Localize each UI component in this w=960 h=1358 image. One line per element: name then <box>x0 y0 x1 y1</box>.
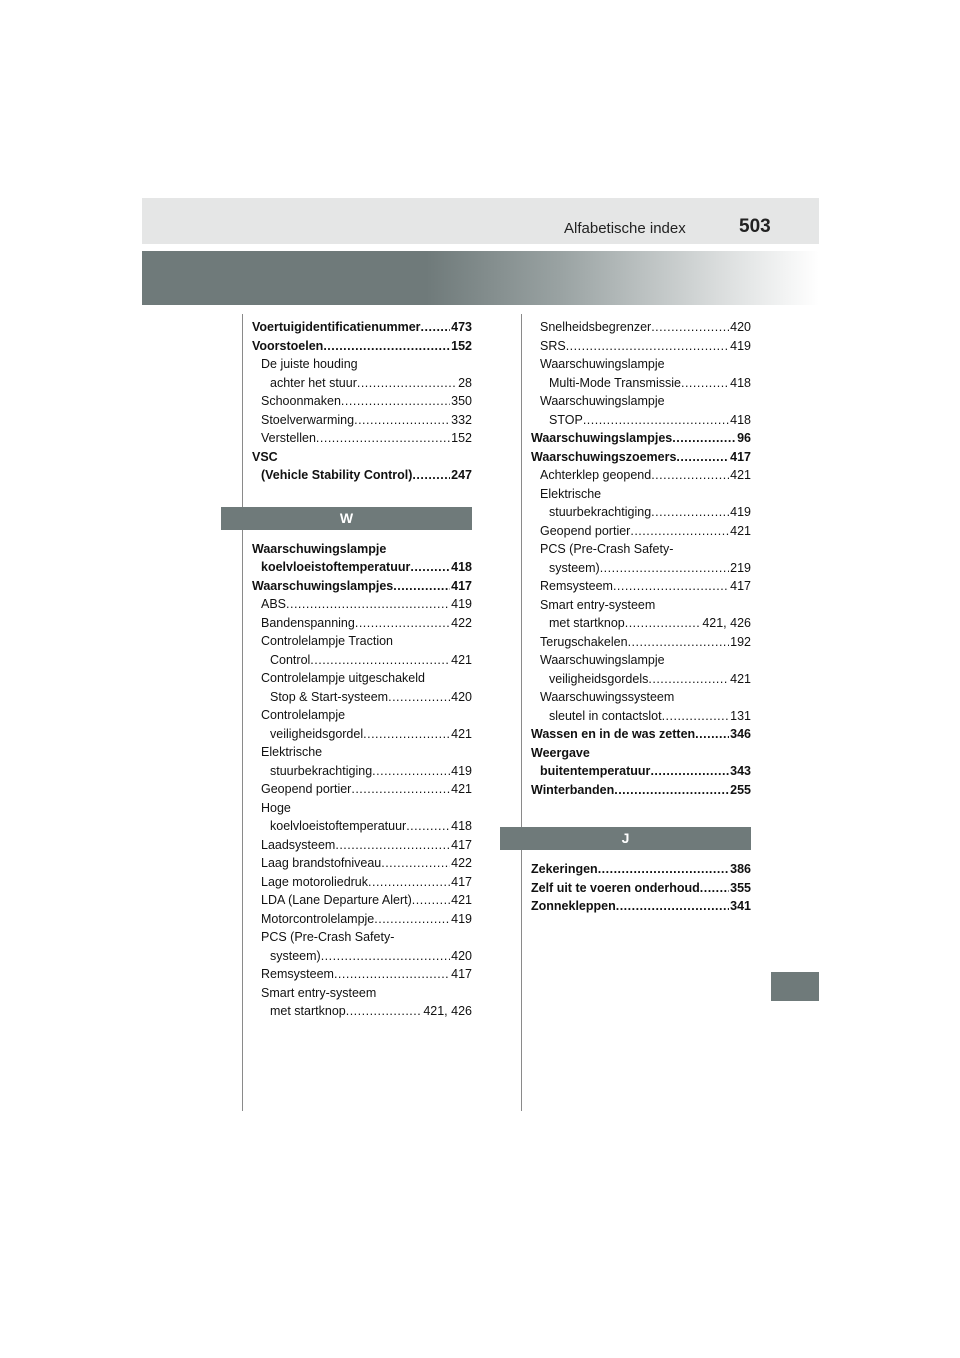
entry-term: Multi-Mode Transmissie <box>549 375 681 390</box>
entry-page: 255 <box>730 782 751 797</box>
index-entry <box>252 910 472 929</box>
entry-page: 417 <box>451 874 472 889</box>
index-entry-heading: Waarschuwingslampje <box>540 394 665 408</box>
index-entry <box>252 577 472 596</box>
index-entry <box>252 891 472 910</box>
dot-leader <box>583 411 729 430</box>
index-entry <box>252 780 472 799</box>
entry-page: 418 <box>451 560 472 574</box>
entry-page: 417 <box>730 579 751 593</box>
dot-leader <box>628 633 730 652</box>
entry-page: 473 <box>451 320 472 334</box>
dot-leader <box>651 503 729 522</box>
dot-leader <box>651 318 729 337</box>
index-entry <box>531 466 751 485</box>
dot-leader <box>672 429 736 448</box>
index-entry-heading: Waarschuwingslampje <box>540 653 665 667</box>
letter-heading: J <box>500 827 751 850</box>
index-entry-heading: Waarschuwingssysteem <box>540 690 675 704</box>
entry-page: 420 <box>730 320 751 334</box>
entry-term: met startknop <box>270 1004 346 1018</box>
entry-term: Verstellen <box>261 431 316 445</box>
dot-leader <box>681 374 729 393</box>
index-entry <box>252 411 472 430</box>
entry-page: 422 <box>451 615 472 630</box>
entry-term: Stoelverwarming <box>261 412 355 427</box>
index-entry <box>252 725 472 744</box>
entry-page: 421 <box>451 726 472 741</box>
entry-page: 419 <box>451 911 472 926</box>
entry-page: 96 <box>737 431 751 445</box>
entry-page: 131 <box>730 708 751 723</box>
dot-leader <box>323 337 450 356</box>
index-group <box>531 860 751 916</box>
dot-leader <box>368 873 450 892</box>
column-divider-left <box>242 314 243 1111</box>
entry-page: 247 <box>451 468 472 482</box>
entry-page: 420 <box>451 689 472 704</box>
entry-term: achter het stuur <box>270 375 357 390</box>
index-entry <box>531 522 751 541</box>
chapter-tab <box>771 972 819 1001</box>
index-entry <box>531 707 751 726</box>
dot-leader <box>351 780 450 799</box>
entry-term: sleutel in contactslot <box>549 708 662 723</box>
entry-page: 355 <box>730 880 751 895</box>
index-entry <box>531 897 751 916</box>
dot-leader <box>695 725 729 744</box>
index-entry <box>252 762 472 781</box>
index-entry <box>252 651 472 670</box>
index-entry <box>531 503 751 522</box>
entry-term: Zonnekleppen <box>531 899 616 913</box>
entry-term: (Vehicle Stability Control) <box>261 468 413 482</box>
index-entry <box>252 466 472 485</box>
dot-leader <box>616 897 729 916</box>
entry-page: 421, 426 <box>423 1004 472 1018</box>
dot-leader <box>410 558 450 577</box>
entry-page: 419 <box>451 763 472 778</box>
index-entry <box>252 836 472 855</box>
index-entry <box>531 614 751 633</box>
entry-term: Waarschuwingszoemers <box>531 449 677 464</box>
index-entry <box>252 392 472 411</box>
index-entry-heading: Hoge <box>261 800 291 815</box>
entry-term: met startknop <box>549 616 625 630</box>
entry-page: 417 <box>451 578 472 593</box>
index-entry-heading: De juiste houding <box>261 357 358 371</box>
entry-page: 350 <box>451 394 472 408</box>
entry-term: Motorcontrolelampje <box>261 911 375 926</box>
entry-term: Laag brandstofniveau <box>261 856 382 870</box>
dot-leader <box>662 707 730 726</box>
entry-term: Waarschuwingslampjes <box>531 431 673 445</box>
index-entry <box>252 318 472 337</box>
dot-leader <box>600 559 729 578</box>
entry-page: 421 <box>451 782 472 796</box>
entry-page: 420 <box>451 948 472 963</box>
index-entry-heading: Waarschuwingslampje <box>540 357 665 371</box>
dot-leader <box>700 879 729 898</box>
dot-leader <box>321 947 450 966</box>
dot-leader <box>381 854 450 873</box>
index-column-1 <box>252 318 472 1021</box>
dot-leader <box>393 577 450 596</box>
entry-term: Snelheidsbegrenzer <box>540 320 652 334</box>
index-entry-heading: VSC <box>252 449 278 464</box>
dot-leader <box>335 836 450 855</box>
entry-page: 346 <box>730 727 751 741</box>
header-band <box>142 198 819 244</box>
index-entry-heading: Waarschuwingslampje <box>252 541 387 556</box>
dot-leader <box>310 651 450 670</box>
entry-page: 421 <box>451 652 472 667</box>
entry-page: 332 <box>451 412 472 427</box>
entry-term: LDA (Lane Departure Alert) <box>261 893 412 907</box>
index-entry-heading: PCS (Pre-Crash Safety- <box>540 542 674 556</box>
index-column-2 <box>531 318 751 916</box>
index-entry <box>531 411 751 430</box>
entry-page: 28 <box>458 375 472 390</box>
dot-leader <box>625 614 702 633</box>
entry-term: Bandenspanning <box>261 615 355 630</box>
entry-page: 152 <box>451 338 472 353</box>
index-entry <box>531 781 751 800</box>
dot-leader <box>613 577 729 596</box>
entry-page: 421 <box>730 468 751 482</box>
index-entry-heading: PCS (Pre-Crash Safety- <box>261 930 395 944</box>
index-entry <box>252 429 472 448</box>
index-entry-heading: Smart entry-systeem <box>540 597 656 612</box>
chapter-band <box>142 251 819 305</box>
index-entry-heading: Controlelampje Traction <box>261 634 394 648</box>
entry-term: Schoonmaken <box>261 394 341 408</box>
dot-leader <box>412 891 450 910</box>
dot-leader <box>566 337 729 356</box>
dot-leader <box>598 860 729 879</box>
dot-leader <box>412 466 450 485</box>
entry-page: 421 <box>730 523 751 538</box>
entry-page: 417 <box>451 967 472 981</box>
index-entry <box>252 374 472 393</box>
dot-leader <box>650 762 729 781</box>
page-number: 503 <box>739 216 771 237</box>
column-divider-middle <box>521 314 522 1111</box>
dot-leader <box>630 522 729 541</box>
dot-leader <box>421 318 451 337</box>
index-group <box>252 318 472 485</box>
dot-leader <box>651 466 729 485</box>
entry-term: SRS <box>540 338 566 353</box>
dot-leader <box>676 448 729 467</box>
entry-term: Waarschuwingslampjes <box>252 578 394 593</box>
dot-leader <box>363 725 450 744</box>
index-entry-heading: Smart entry-systeem <box>261 985 377 1000</box>
entry-term: Control <box>270 652 311 667</box>
entry-term: Wassen en in de was zetten <box>531 727 696 741</box>
index-entry <box>252 965 472 984</box>
index-entry <box>531 448 751 467</box>
entry-term: Terugschakelen <box>540 634 628 649</box>
entry-page: 419 <box>730 338 751 353</box>
index-entry <box>531 429 751 448</box>
index-entry <box>252 854 472 873</box>
index-entry <box>531 577 751 596</box>
section-title: Alfabetische index <box>564 220 686 237</box>
index-entry <box>531 318 751 337</box>
index-entry <box>252 873 472 892</box>
entry-term: Geopend portier <box>540 523 631 538</box>
index-group <box>531 318 751 799</box>
entry-term: ABS <box>261 597 287 611</box>
entry-page: 418 <box>730 375 751 390</box>
letter-heading: W <box>221 507 472 530</box>
index-entry <box>252 817 472 836</box>
entry-term: Winterbanden <box>531 782 615 797</box>
dot-leader <box>286 595 450 614</box>
index-entry <box>252 947 472 966</box>
index-entry <box>531 879 751 898</box>
index-entry <box>531 762 751 781</box>
entry-page: 343 <box>730 764 751 778</box>
index-entry <box>531 337 751 356</box>
index-entry <box>252 688 472 707</box>
index-group <box>252 540 472 1021</box>
index-entry-heading: Controlelampje <box>261 708 346 722</box>
entry-page: 421 <box>730 671 751 686</box>
dot-leader <box>648 670 729 689</box>
index-entry <box>252 558 472 577</box>
index-entry <box>531 633 751 652</box>
entry-term: Achterklep geopend <box>540 468 652 482</box>
entry-page: 192 <box>730 634 751 649</box>
dot-leader <box>341 392 450 411</box>
entry-page: 422 <box>451 856 472 870</box>
entry-page: 418 <box>451 819 472 833</box>
index-entry <box>252 337 472 356</box>
dot-leader <box>388 688 450 707</box>
entry-term: Lage motoroliedruk <box>261 874 369 889</box>
entry-term: Voertuigidentificatienummer <box>252 320 421 334</box>
entry-term: Remsysteem <box>261 967 334 981</box>
index-entry-heading: Controlelampje uitgeschakeld <box>261 671 425 685</box>
entry-page: 421, 426 <box>702 616 751 630</box>
index-entry <box>531 670 751 689</box>
entry-term: Voorstoelen <box>252 338 324 353</box>
dot-leader <box>346 1002 423 1021</box>
dot-leader <box>372 762 450 781</box>
entry-term: stuurbekrachtiging <box>549 505 652 519</box>
entry-page: 219 <box>730 560 751 575</box>
index-entry <box>252 614 472 633</box>
entry-page: 417 <box>451 837 472 852</box>
index-entry-heading: Weergave <box>531 745 590 760</box>
entry-term: veiligheidsgordels <box>549 671 649 686</box>
index-entry-heading: Elektrische <box>540 486 602 501</box>
index-entry <box>252 1002 472 1021</box>
entry-term: buitentemperatuur <box>540 764 651 778</box>
index-entry <box>531 559 751 578</box>
entry-term: Geopend portier <box>261 782 352 796</box>
entry-page: 418 <box>730 412 751 427</box>
entry-term: STOP <box>549 412 583 427</box>
entry-term: Laadsysteem <box>261 837 336 852</box>
entry-page: 421 <box>451 893 472 907</box>
dot-leader <box>354 411 450 430</box>
entry-page: 341 <box>730 899 751 913</box>
dot-leader <box>355 614 450 633</box>
dot-leader <box>406 817 450 836</box>
entry-term: stuurbekrachtiging <box>270 763 373 778</box>
entry-term: Stop & Start-systeem <box>270 689 389 704</box>
entry-term: systeem) <box>270 948 321 963</box>
dot-leader <box>316 429 450 448</box>
dot-leader <box>374 910 450 929</box>
entry-term: Remsysteem <box>540 579 613 593</box>
entry-term: Zekeringen <box>531 862 598 876</box>
entry-page: 417 <box>730 449 751 464</box>
entry-term: Zelf uit te voeren onderhoud <box>531 880 700 895</box>
entry-term: veiligheidsgordel <box>270 726 364 741</box>
dot-leader <box>357 374 457 393</box>
index-entry <box>531 374 751 393</box>
entry-term: systeem) <box>549 560 600 575</box>
entry-page: 419 <box>730 505 751 519</box>
entry-page: 419 <box>451 597 472 611</box>
entry-page: 152 <box>451 431 472 445</box>
index-entry <box>252 595 472 614</box>
dot-leader <box>614 781 729 800</box>
entry-term: koelvloeistoftemperatuur <box>261 560 411 574</box>
index-entry <box>531 725 751 744</box>
index-entry-heading: Elektrische <box>261 745 323 759</box>
dot-leader <box>334 965 450 984</box>
entry-page: 386 <box>730 862 751 876</box>
index-entry <box>531 860 751 879</box>
entry-term: koelvloeistoftemperatuur <box>270 819 407 833</box>
